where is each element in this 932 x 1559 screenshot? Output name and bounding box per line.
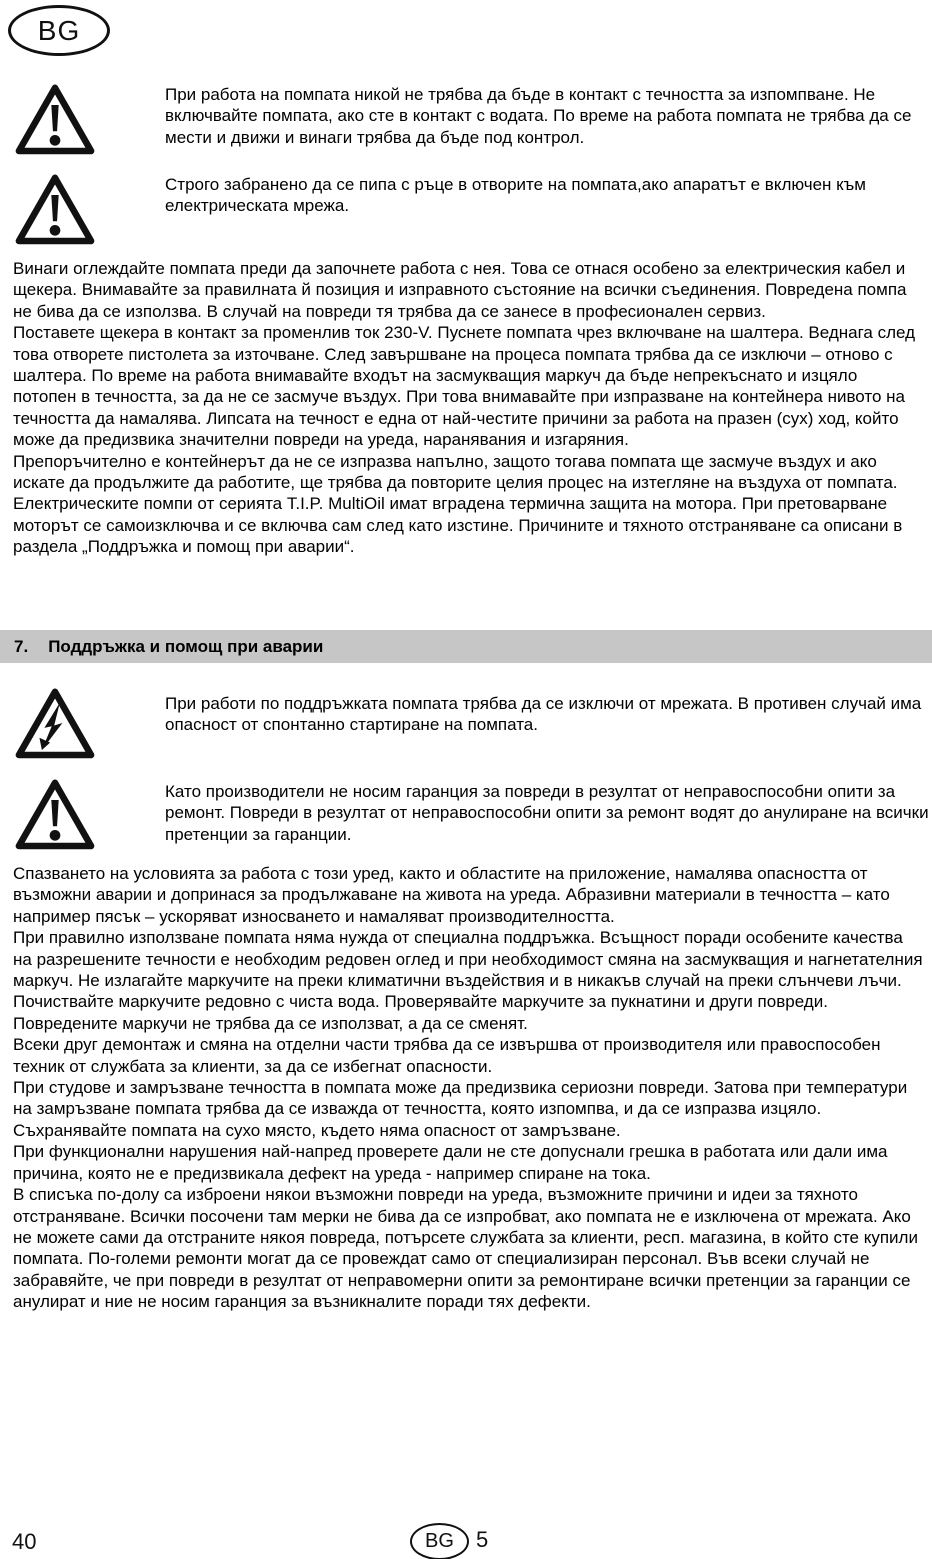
body-paragraph: При правилно използване помпата няма нужда от специална поддръжка. Всъщност поради особените качества на разрешените течности е необходим редовен оглед и при необходимост смяна на засмукващия и нагнетателния маркуч. Не излагайте маркучите на преки климатични въздействия и в никакъв случай на преки слънчеви лъчи. Почиствайте маркучите редовно с чиста вода. Проверявайте маркучите за пукнатини и други повреди. Повредените маркучи не трябва да се използват, а да се сменят. [13,928,923,1033]
body-paragraph: Поставете щекера в контакт за променлив ток 230-V. Пуснете помпата чрез включване на шалтера. Веднага след това отворете пистолета за източване. След завършване на процеса помпата трябва да се изключи – отново с шалтера. По време на работа внимавайте входът на засмукващия маркуч да бъде непрекъснато и изцяло потопен в течността, за да не се засмуче въздух. При това внимавайте при изпразване на контейнера нивото на течността да намалява. Липсата на течност е една от най-честите причини за работа на празен (сух) ход, който може да предизвика значителни повреди на уреда, наранявания и изгаряния. [13,323,916,450]
body-text-bottom [13,863,923,1313]
warning-text: При работи по поддръжката помпата трябва да се изключи от мрежата. В противен случай има опасност от спонтанно стартиране на помпата. [165,694,922,735]
language-badge [8,5,110,56]
body-paragraph: При функционални нарушения най-напред проверете дали не сте допуснали грешка в работата или дали има причина, която не е предизвикала дефект на уреда - например спиране на тока. [13,1142,888,1183]
footer-page-number: 40 [12,1529,37,1554]
warning-text: Строго забранено да се пипа с ръце в отворите на помпата,ако апаратът е включен към електрическата мрежа. [165,175,866,216]
footer-badge-page-number: 5 [476,1527,489,1552]
body-paragraph: Препоръчително е контейнерът да не се изпразва напълно, защото тогава помпата ще засмуче въздух и ако искате да продължите да работите, ще трябва да повторите целия процес на изтегляне на въздуха от помпата. [13,451,898,493]
body-paragraph: Електрическите помпи от серията T.I.P. MultiOil имат вградена термична защита на мотора. При претоварване моторът се самоизключва и се включва сам след като изстине. Причините и тяхното отстраняване са описани в раздела „Поддръжка и помощ при аварии“. [13,494,903,557]
body-paragraph: При студове и замръзване течността в помпата може да предизвика сериозни повреди. Затова при температури на замръзване помпата трябва да се изважда от течността, която изпомпва, и да се изпразва изцяло. Съхранявайте помпата на сухо място, където няма опасност от замръзване. [13,1078,908,1140]
warning-triangle-icon [14,777,96,851]
warning-triangle-icon [14,82,96,156]
warning-text: При работа на помпата никой не трябва да бъде в контакт с течността за изпомпване. Не включвайте помпата, ако сте в контакт с водата. По време на работа помпата не трябва да се мести и движи и винаги трябва да бъде под контрол. [165,85,912,147]
language-badge-label: BG [37,14,81,46]
body-paragraph: Всеки друг демонтаж и смяна на отделни части трябва да се извършва от производителя или правоспособен техник от службата за клиенти, за да се избегнат опасности. [13,1035,881,1076]
section-number: 7. [14,636,29,656]
electric-hazard-icon [14,686,96,760]
warning-triangle-icon [14,172,96,246]
body-paragraph: В списъка по-долу са изброени някои възможни повреди на уреда, възможните причини и идеи за тяхното отстраняване. Всички посочени там мерки не бива да се изпробват, ако помпата не е изключена от мрежата. Ако не можете сами да отстраните някоя повреда, потърсете службата за клиенти, респ. магазина, в който сте купили помпата. По-големи ремонти могат да се провеждат само от специализиран персонал. Във всеки случай не забравяйте, че при повреди в резултат от неправомерни опити за ремонтиране всички претенции за гаранции се анулират и ние не носим гаранция за възникналите поради тях дефекти. [13,1185,918,1312]
warning-text: Като производители не носим гаранция за повреди в резултат от неправоспособни опити за ремонт. Повреди в резултат от неправоспособни опити за ремонт водят до анулиране на всички претенции за гаранции. [165,782,929,844]
body-paragraph: Винаги оглеждайте помпата преди да започнете работа с нея. Това се отнася особено за електрическия кабел и щекера. Внимавайте за правилната й позиция и изправното състояние на всички съединения. Повредена помпа не бива да се използва. В случай на повреди тя трябва да се занесе в професионален сервиз. [13,259,907,321]
footer-language-badge [410,1523,469,1559]
footer-language-badge-label: BG [425,1530,454,1552]
body-paragraph: Спазването на условията за работа с този уред, както и областите на приложение, намалява опасността от възможни аварии и допринася за продължаване на живота на уреда. Абразивни материали в течността – като например пясък – ускоряват износването и намаляват производителността. [13,864,890,926]
section-title: Поддръжка и помощ при аварии [48,636,324,656]
body-text-top [13,258,923,558]
section-heading [0,630,932,663]
